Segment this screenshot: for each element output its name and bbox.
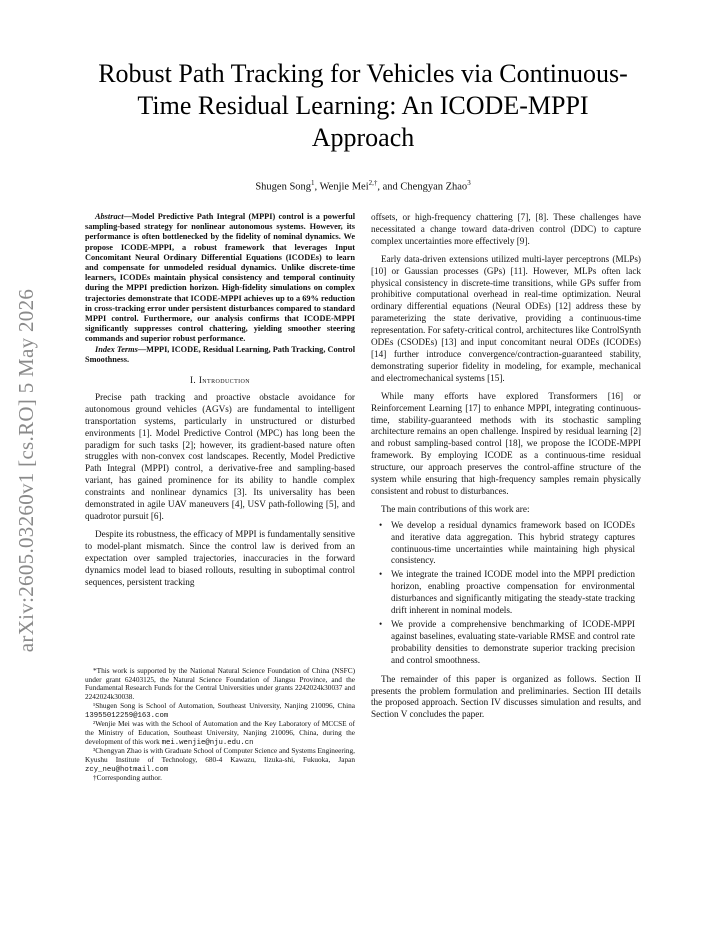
author-name: Shugen Song [255,181,312,193]
footnote-corresponding: †Corresponding author. [93,773,162,783]
author-email: zcy_neu@hotmail.com [85,765,169,774]
footnote-affiliation-1 [85,702,355,720]
footnote-text: ¹Shugen Song is School of Automation, Southeast University, Nanjing 210096, China [93,700,355,710]
arxiv-identifier: arXiv:2605.03260v1 [cs.RO] 5 May 2026 [14,288,39,652]
abstract-text: —Model Predictive Path Integral (MPPI) control is a powerful sampling-based strategy for nonlinear autonomous systems. However, its performance is often bottlenecked by the fidelity of nominal dynamics. We propose ICODE-MPPI, a robust framework that leverages Input Concomitant Neural Ordinary Differential Equations (ICODEs) to learn and compensate for unmodeled residual dynamics. Unlike discrete-time learners, ICODEs maintain physical consistency and temporal continuity during the MPPI prediction horizon. High-fidelity simulations on complex trajectories demonstrate that ICODE-MPPI achieves up to a 69% reduction in cross-tracking error under persistent disturbances compared to standard MPPI control. Furthermore, our analysis confirms that ICODE-MPPI significantly suppresses control chattering, yielding smoother steering commands and superior robust performance. [85,212,355,344]
author-list [90,176,636,195]
author-email: mei.wenjie@nju.edu.cn [161,738,254,747]
footnote-text: ³Chengyan Zhao is with Graduate School of Computer Science and Systems Engineering, Kyushu Institute of Technology, 680-4 Kawazu, Iizuka-shi, Fukuoka, Japan [85,746,355,765]
author-name: Wenjie Mei [319,181,369,193]
author-affiliation-mark: 3 [467,179,471,187]
author-separator: , [314,181,320,193]
index-terms-text: —MPPI, ICODE, Residual Learning, Path Tracking, Control Smoothness. [85,344,355,364]
contributions-list [371,520,641,667]
list-item: • We integrate the trained ICODE model into the MPPI prediction horizon, enabling proactive compensation for environmental disturbances and significantly mitigating the steady-state tracking drift inherent in nominal models. [371,569,641,617]
body-paragraph: Precise path tracking and proactive obstacle avoidance for autonomous ground vehicles (AGVs) are fundamental to intelligent transportation systems, particularly in unstructured or disturbed environments [1]. Model Predictive Control (MPC) has long been the paradigm for such tasks [2]; however, its gradient-based nature often struggles with non-convex cost landscapes. Recently, Model Predictive Path Integral (MPPI) control, a derivative-free and sampling-based variant, has gained prominence for its ability to handle complex constraints and nonlinear dynamics [3]. Its universality has been demonstrated in agile UAV maneuvers [4], USV path-following [5], and quadrotor pursuit [6]. [85,391,355,522]
left-column [85,212,355,594]
author-separator: , and [377,181,401,193]
body-paragraph: While many efforts have explored Transformers [16] or Reinforcement Learning [17] to enhance MPPI, integrating continuous-time, stability-guaranteed methods with its stochastic sampling architecture remains an open challenge. Inspired by residual learning [2] and robust sampling-based control [18], we propose the ICODE-MPPI framework. By employing ICODE as a continuous-time residual structure, our approach preserves the control-affine structure of the system while ensuring that high-frequency samples remain physically consistent and robust to disturbances. [371,390,641,496]
body-paragraph: The remainder of this paper is organized as follows. Section II presents the problem formulation and preliminaries. Section III details the proposed approach. Section IV discusses simulation and results, and Section V concludes the paper. [371,673,641,720]
list-item: • We develop a residual dynamics framework based on ICODEs and iterative data aggregation. This hybrid strategy captures continuous-time uncertainties while maintaining high physical consistency. [371,520,641,568]
body-paragraph: Despite its robustness, the efficacy of MPPI is fundamentally sensitive to model-plant mismatch. Since the control law is derived from an expectation over sampled trajectories, inaccuracies in the forward dynamics model lead to biased rollouts, resulting in suboptimal control sequences, persistent tracking [85,528,355,587]
section-heading-introduction: I. Introduction [189,375,251,386]
body-paragraph: The main contributions of this work are: [381,503,530,514]
author-email: 13955012259@163.com [85,711,169,720]
footnote-affiliation-2 [85,720,355,747]
paper-title: Robust Path Tracking for Vehicles via Continuous-Time Residual Learning: An ICODE-MPPI Approach [98,59,628,152]
abstract [85,212,355,345]
footnote-text: ²Wenjie Mei was with the School of Automation and the Key Laboratory of MCCSE of the Ministry of Education, Southeast University, Nanjing 210096, China, during the development of this work [85,719,355,746]
arxiv-stamp [4,260,50,680]
author-affiliation-mark: 1 [311,179,315,187]
author-name: Chengyan Zhao [400,181,468,193]
footnote-affiliation-3 [85,747,355,774]
footnotes [85,667,355,783]
body-paragraph: offsets, or high-frequency chattering [7], [8]. These challenges have necessitated a change toward data-driven control (DDC) to capture complex uncertainties more effectively [9]. [371,212,641,246]
body-paragraph: Early data-driven extensions utilized multi-layer perceptrons (MLPs) [10] or Gaussian processes (GPs) [11]. However, MLPs often lack physical consistency in discrete-time transitions, while GPs suffer from prohibitive computational overhead in real-time optimization. Neural ordinary differential equations (Neural ODEs) [12] address these by parameterizing the state derivative, providing a continuous-time representation. For safety-critical control, architectures like ControlSynth ODEs (CSODEs) [13] and input concomitant neural ODEs (ICODEs) [14] further introduce convergence/contraction-guaranteed stability, demonstrating superior fidelity in modeling, for example, mechanical and electromechanical systems [15]. [371,253,641,383]
right-column [371,212,641,727]
abstract-lead: Abstract [95,212,124,221]
index-terms [85,345,355,365]
footnote-funding: *This work is supported by the National Natural Science Foundation of China (NSFC) under grant 62403125, the Natural Science Foundation of Jiangsu Province, and the Fundamental Research Funds for the Central Universities under grants 2242024k30037 and 2242024k30038. [85,666,355,702]
index-terms-lead: Index Terms [95,344,138,354]
author-affiliation-mark: 2,† [368,179,378,187]
list-item: • We provide a comprehensive benchmarking of ICODE-MPPI against baselines, evaluating state-variable RMSE and control rate probability densities to demonstrate superior tracking precision and control smoothness. [371,619,641,667]
